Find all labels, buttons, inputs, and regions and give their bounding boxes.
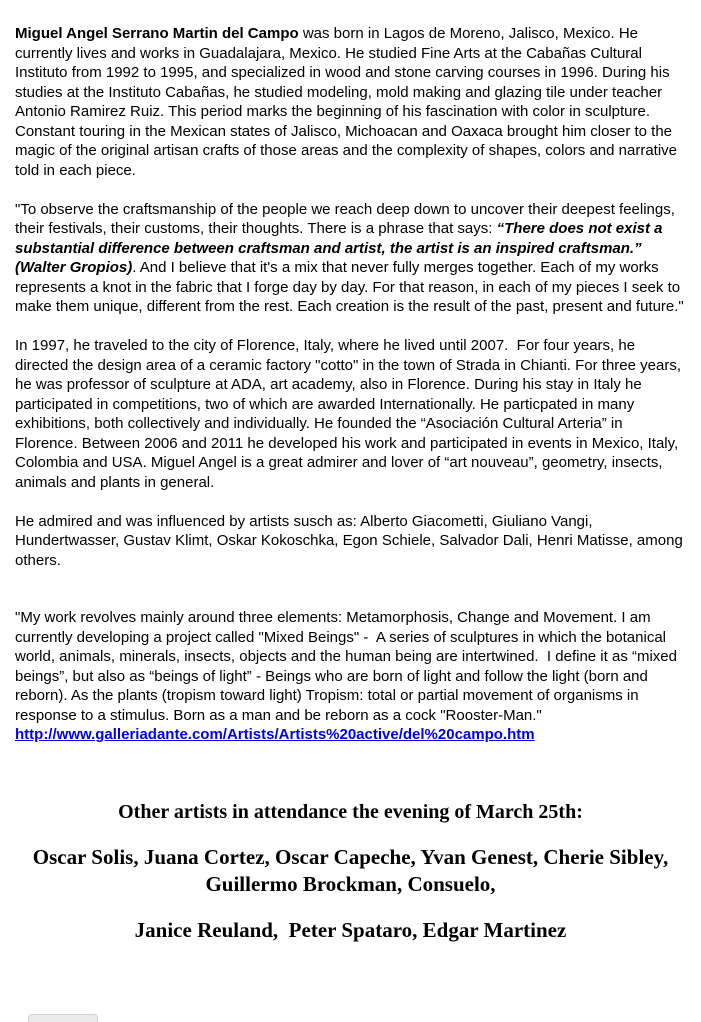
para-quote-craftsmanship <box>15 200 688 317</box>
attendance-section <box>0 800 701 944</box>
para-mixed-beings <box>15 608 688 745</box>
text-run: In 1997, he traveled to the city of Florence, Italy, where he lived until 2007. For four years, he directed the design area of a ceramic factory "cotto" in the town of Strada in Chianti. For three years, he was professor of sculpture at ADA, art academy, also in Florence. During his stay in Italy he participated in competitions, two of which are awarded Internationally. He particpated in many exhibitions, both collectively and individually. He founded the “Asociación Cultural Arteria” in Florence. Between 2006 and 2011 he developed his work and participated in events in Mexico, Italy, Colombia and USA. Miguel Angel is a great admirer and lover of “art nouveau”, geometry, insects, animals and plants in general. <box>15 337 686 491</box>
attendance-names-line-2: Janice Reuland, Peter Spataro, Edgar Martinez <box>134 917 567 942</box>
browser-status-bubble <box>28 1014 98 1022</box>
text-run: He admired and was influenced by artists susch as: Alberto Giacometti, Giuliano Vangi, Hundertwasser, Gustav Klimt, Oskar Kokoschka, Egon Schiele, Salvador Dali, Henri Matisse, among others. <box>15 512 687 569</box>
gallery-hyperlink[interactable]: http://www.galleriadante.com/Artists/Artists%20active/del%20campo.htm <box>15 726 535 743</box>
text-run: “There does not exist a substantial difference between craftsman and artist, the artist is an inspired craftsman.” (Walter Gropios) <box>15 220 667 276</box>
attendance-names-line-1: Oscar Solis, Juana Cortez, Oscar Capeche, Yvan Genest, Cherie Sibley, Guillermo Brockman, Consuelo, <box>32 844 674 896</box>
para-florence <box>15 336 688 492</box>
text-run: was born in Lagos de Moreno, Jalisco, Mexico. He currently lives and works in Guadalajara, Mexico. He studied Fine Arts at the Cabañas Cultural Instituto from 1992 to 1995, and specialized in wood and stone carving courses in 1996. During his studies at the Instituto Cabañas, he studied modeling, mold making and glazing tile under teacher Antonio Ramirez Ruiz. This period marks the beginning of his fascination with color in sculpture. Constant touring in the Mexican states of Jalisco, Michoacan and Oaxaca brought him closer to the magic of the original artisan crafts of those areas and the complexity of shapes, colors and narrative told in each piece. <box>15 25 682 179</box>
text-run: Miguel Angel Serrano Martin del Campo <box>15 25 299 42</box>
text-run: "My work revolves mainly around three elements: Metamorphosis, Change and Movement. I am currently developing a project called "Mixed Beings" - A series of sculptures in which the botanical world, animals, minerals, insects, objects and the human being are intertwined. I define it as “mixed beings”, but also as “beings of light” - Beings who are born of light and follow the light (born and reborn). As the plants (tropism toward light) Tropism: total or partial movement of organisms in response to a stimulus. Born as a man and be reborn as a cock "Rooster-Man." <box>15 609 682 724</box>
text-run: . And I believe that it's a mix that never fully merges together. Each of my works represents a knot in the fabric that I forge day by day. For that reason, in each of my pieces I seek to make them unique, different from the rest. Each creation is the result of the past, present and future." <box>15 259 685 315</box>
para-influences <box>15 512 688 571</box>
para-biography-1 <box>15 24 688 180</box>
attendance-heading: Other artists in attendance the evening of March 25th: <box>118 800 583 823</box>
text-run: "To observe the craftsmanship of the people we reach deep down to uncover their deepest feelings, their festivals, their customs, their thoughts. There is a phrase that says: <box>15 200 680 237</box>
